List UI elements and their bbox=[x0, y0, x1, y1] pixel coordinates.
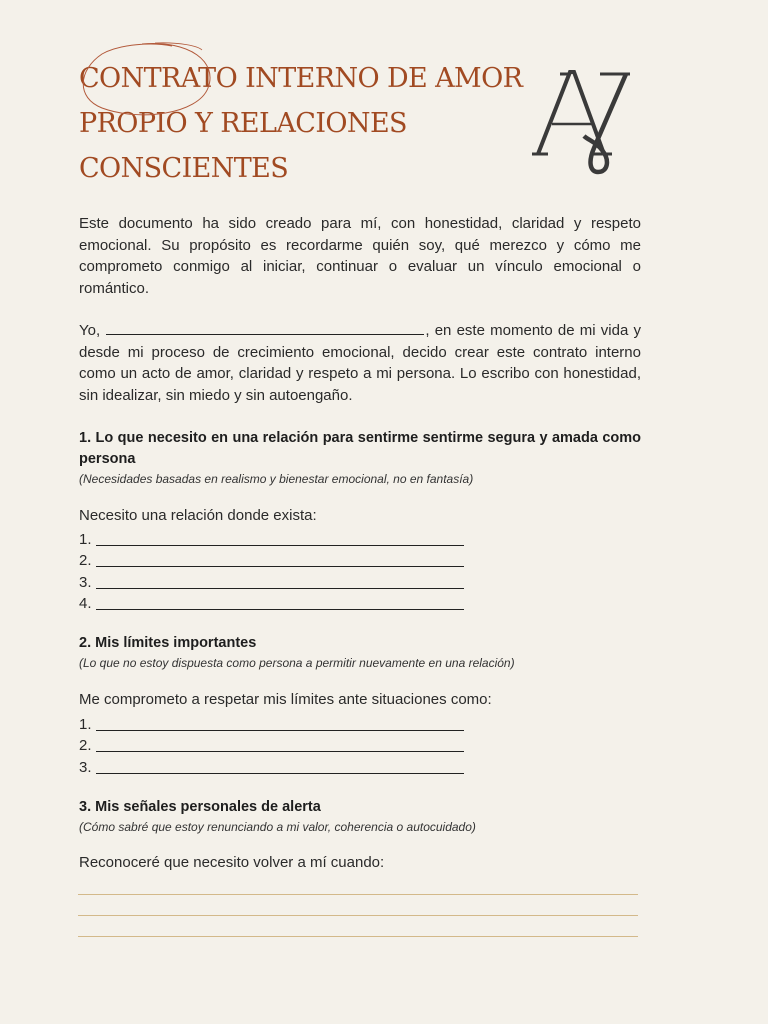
section-1-note: (Necesidades basadas en realismo y bienestar emocional, no en fantasía) bbox=[79, 472, 474, 486]
fill-line[interactable] bbox=[96, 714, 464, 731]
list-item bbox=[79, 548, 464, 570]
section-2-heading: 2. Mis límites importantes bbox=[79, 635, 257, 651]
item-number: 1. bbox=[79, 530, 92, 548]
circle-doodle-icon bbox=[80, 40, 215, 120]
section-3-note: (Cómo sabré que estoy renunciando a mi valor, coherencia o autocuidado) bbox=[79, 820, 476, 834]
monogram-icon bbox=[530, 62, 640, 182]
pledge-prefix: Yo, bbox=[79, 322, 101, 339]
pledge-suffix: , en este momento de mi vida y desde mi proceso de crecimiento emocional, decido crear este contrato interno como un acto de amor, claridad y respeto a mi persona. Lo escribo con honestidad, sin idealizar, sin miedo y sin autoengaño. bbox=[79, 322, 641, 404]
item-number: 3. bbox=[79, 573, 92, 591]
item-number: 1. bbox=[79, 715, 92, 733]
section-3-heading: 3. Mis señales personales de alerta bbox=[79, 799, 321, 815]
section-2-note: (Lo que no estoy dispuesta como persona a permitir nuevamente en una relación) bbox=[79, 656, 515, 670]
fill-line[interactable] bbox=[96, 572, 464, 589]
fill-line[interactable] bbox=[96, 735, 464, 752]
intro-paragraph: Este documento ha sido creado para mí, con honestidad, claridad y respeto emocional. Su propósito es recordarme quién soy, qué merezco y cómo me comprometo conmigo al iniciar, continuar o evaluar un vínculo emocional o romántico. bbox=[79, 215, 641, 297]
fill-line[interactable] bbox=[96, 550, 464, 567]
pledge-paragraph bbox=[79, 320, 641, 406]
section-3-lead: Reconoceré que necesito volver a mí cuando: bbox=[79, 854, 385, 871]
title-line-2: PROPIO Y RELACIONES bbox=[79, 108, 407, 139]
name-fill-line[interactable] bbox=[106, 320, 424, 335]
item-number: 2. bbox=[79, 552, 92, 569]
section-2-lead: Me comprometo a respetar mis límites ante situaciones como: bbox=[79, 691, 492, 708]
fill-line[interactable] bbox=[96, 529, 464, 546]
writing-line[interactable] bbox=[78, 915, 638, 916]
list-item bbox=[79, 754, 464, 776]
item-number: 4. bbox=[79, 595, 92, 612]
fill-line[interactable] bbox=[96, 757, 464, 774]
title-line-3: CONSCIENTES bbox=[79, 153, 289, 184]
fill-line[interactable] bbox=[96, 593, 464, 610]
list-item bbox=[79, 526, 464, 548]
section-1-lead: Necesito una relación donde exista: bbox=[79, 507, 317, 524]
section-2-list bbox=[79, 711, 464, 776]
writing-line[interactable] bbox=[78, 936, 638, 937]
section-1-heading: 1. Lo que necesito en una relación para sentirme sentirme segura y amada como persona bbox=[79, 430, 641, 467]
title-line-1: CONTRATO INTERNO DE AMOR bbox=[79, 63, 523, 94]
list-item bbox=[79, 569, 464, 591]
writing-line[interactable] bbox=[78, 894, 638, 895]
list-item bbox=[79, 733, 464, 755]
list-item bbox=[79, 591, 464, 613]
list-item bbox=[79, 711, 464, 733]
item-number: 3. bbox=[79, 758, 92, 776]
section-1-list bbox=[79, 526, 464, 612]
item-number: 2. bbox=[79, 737, 92, 754]
